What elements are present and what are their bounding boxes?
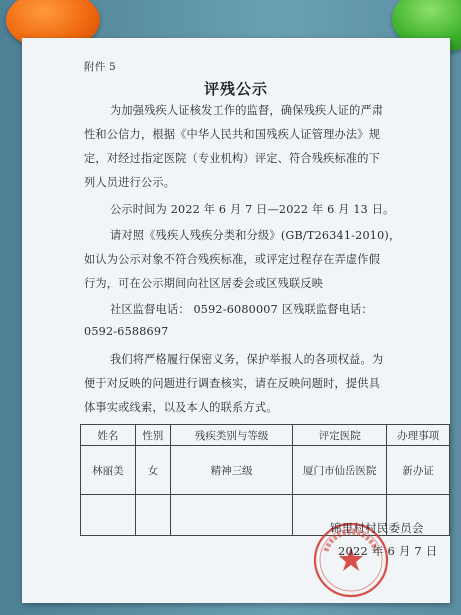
notice-title: 评残公示 <box>203 80 268 98</box>
column-header: 残疾类别与等级 <box>170 425 293 446</box>
table-cell: 厦门市仙岳医院 <box>293 446 387 495</box>
body-line: 便于对反映的问题进行调查核实，请在反映问题时，提供具 <box>84 377 381 390</box>
body-line: 行为，可在公示期间向社区居委会或区残联反映 <box>84 277 324 290</box>
body-line: 我们将严格履行保密义务，保护举报人的各项权益。为 <box>110 353 384 366</box>
table-row <box>81 446 450 495</box>
table-cell <box>170 495 293 536</box>
body-line: 如认为公示对象不符合残疾标准，或评定过程存在弄虚作假 <box>84 253 381 266</box>
body-line: 体事实或线索，以及本人的联系方式。 <box>84 401 278 414</box>
table-cell: 精神三级 <box>170 446 293 495</box>
body-line: 公示时间为 2022 年 6 月 7 日—2022 年 6 月 13 日。 <box>110 203 395 216</box>
issuer-name: 锦里村村民委员会 <box>330 521 424 535</box>
attachment-label: 附件 5 <box>84 61 116 73</box>
body-line: 列人员进行公示。 <box>84 176 176 189</box>
body-line: 为加强残疾人证核发工作的监督，确保残疾人证的严肃 <box>110 104 384 117</box>
table-cell <box>135 495 170 536</box>
body-line: 请对照《残疾人残疾分类和分级》(GB/T26341-2010)， <box>110 229 401 242</box>
table-cell: 女 <box>135 446 170 495</box>
body-line: 社区监督电话： 0592-6080007 区残联监督电话： <box>110 303 373 316</box>
table-header-row <box>81 425 450 446</box>
body-line: 定，对经过指定医院（专业机构）评定、符合残疾标准的下 <box>84 152 381 165</box>
body-line: 性和公信力，根据《中华人民共和国残疾人证管理办法》规 <box>84 128 381 141</box>
table-cell: 林丽美 <box>81 446 136 495</box>
table-cell: 新办证 <box>387 446 450 495</box>
column-header: 性别 <box>135 425 170 446</box>
column-header: 姓名 <box>81 425 136 446</box>
issue-date: 2022 年 6 月 7 日 <box>338 544 438 558</box>
notice-paper <box>22 38 450 603</box>
table-cell <box>81 495 136 536</box>
body-line: 0592-6588697 <box>84 325 169 338</box>
column-header: 评定医院 <box>293 425 387 446</box>
column-header: 办理事项 <box>387 425 450 446</box>
